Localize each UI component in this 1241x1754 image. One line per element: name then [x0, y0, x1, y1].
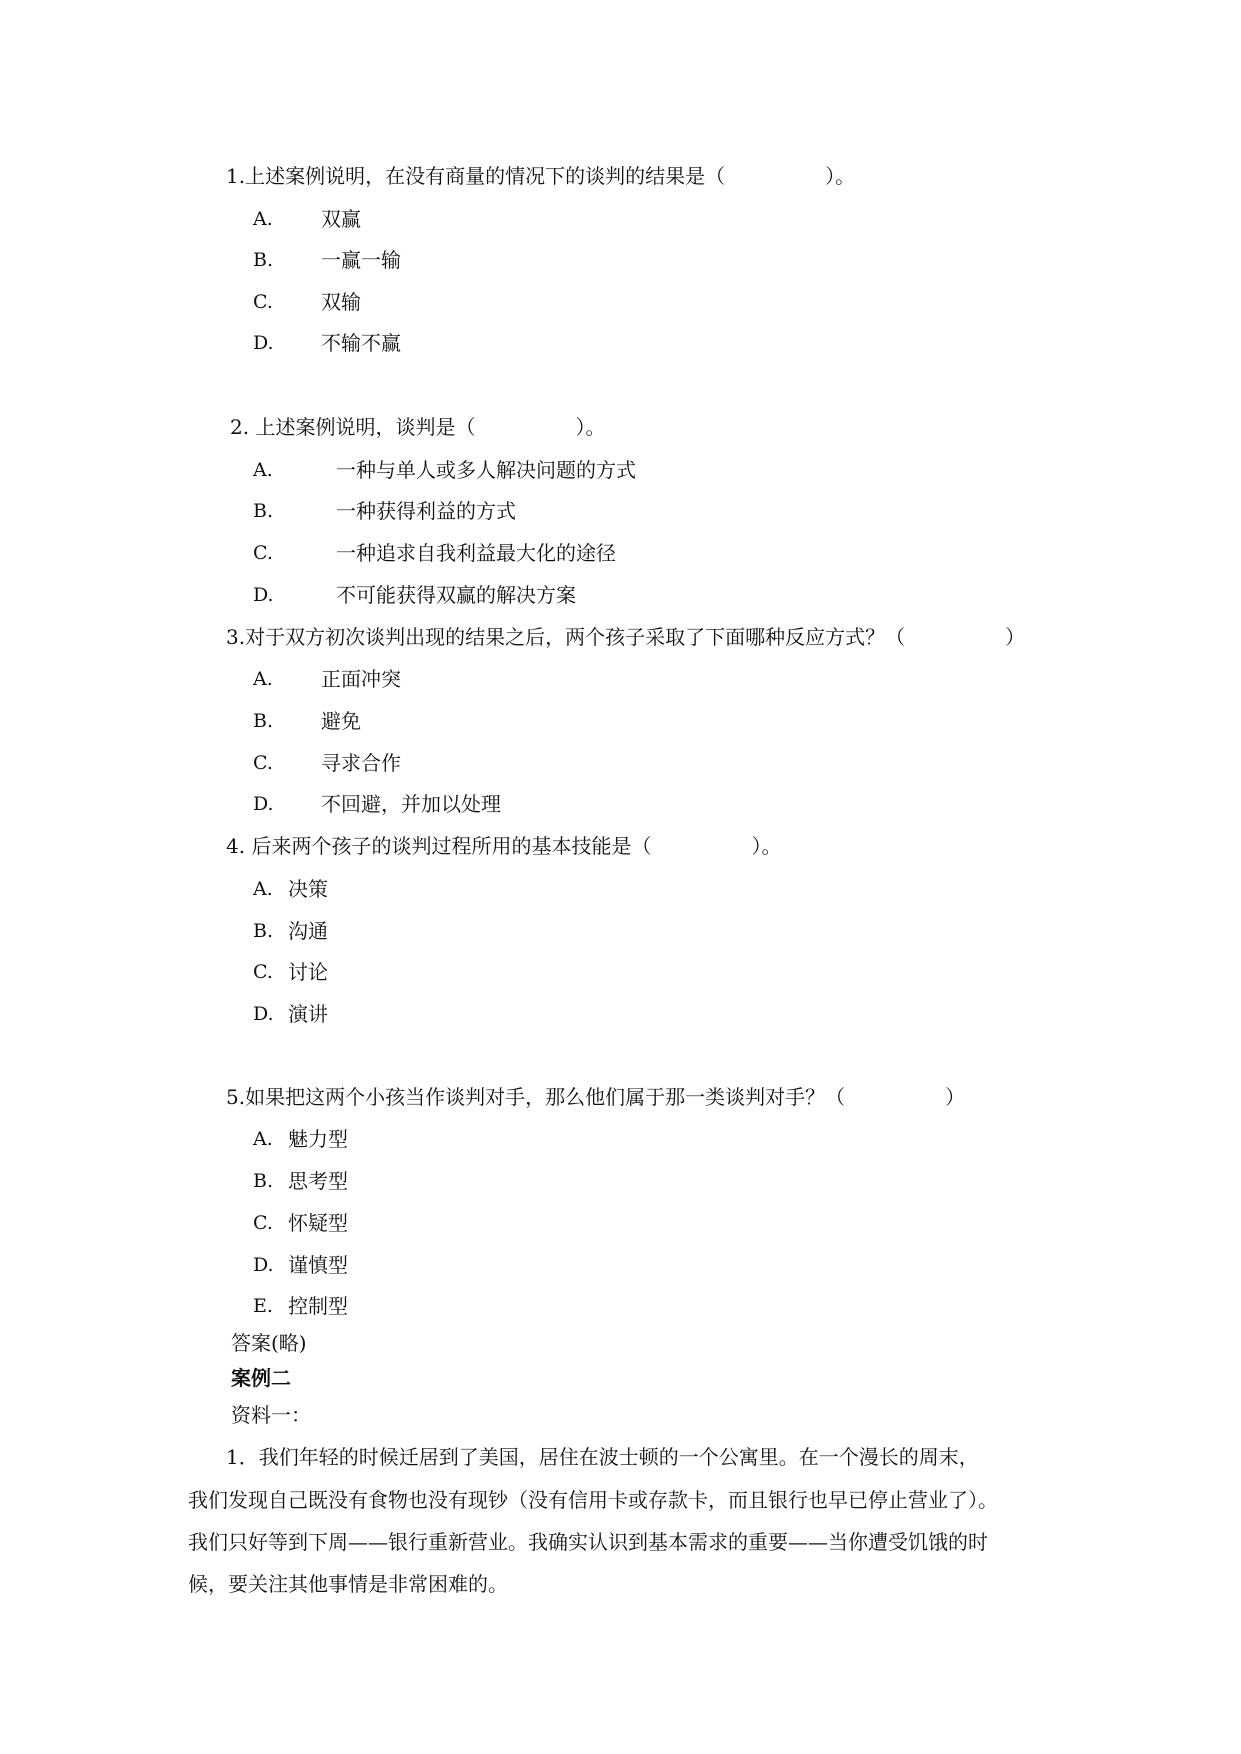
answer-note: 答案(略)	[231, 1331, 307, 1355]
question-2-option-c-text: 一种追求自我利益最大化的途径	[336, 541, 616, 565]
question-1-option-a-letter: A.	[253, 208, 273, 230]
question-1-option-d-text: 不输不赢	[321, 331, 401, 355]
question-3-option-c-text: 寻求合作	[321, 751, 401, 775]
question-5-option-a-text: 魅力型	[288, 1127, 348, 1151]
question-3-option-d-text: 不回避，并加以处理	[321, 792, 501, 816]
question-5-option-c-letter: C.	[253, 1212, 273, 1234]
question-4-stem: 4. 后来两个孩子的谈判过程所用的基本技能是（ ）。	[226, 834, 782, 858]
question-5-option-a-letter: A.	[253, 1128, 273, 1150]
question-1-option-c-letter: C.	[253, 291, 273, 313]
question-5-option-d-text: 谨慎型	[288, 1253, 348, 1277]
question-5-stem: 5.如果把这两个小孩当作谈判对手，那么他们属于那一类谈判对手？（ ）	[226, 1085, 966, 1109]
question-4-option-c-text: 讨论	[288, 960, 328, 984]
question-5-option-e-letter: E.	[253, 1295, 273, 1317]
question-2-option-a-text: 一种与单人或多人解决问题的方式	[336, 458, 636, 482]
question-5-option-b-letter: B.	[253, 1170, 274, 1192]
question-1-option-c-text: 双输	[321, 290, 361, 314]
question-5-option-d-letter: D.	[253, 1254, 274, 1276]
question-2-option-c-letter: C.	[253, 542, 273, 564]
question-4-option-b-text: 沟通	[288, 919, 328, 943]
question-2-option-b-letter: B.	[253, 500, 274, 522]
material-label: 资料一：	[231, 1403, 311, 1427]
question-3-option-a-letter: A.	[253, 668, 273, 690]
paragraph-line-2: 我们发现自己既没有食物也没有现钞（没有信用卡或存款卡，而且银行也早已停止营业了）。	[188, 1488, 998, 1512]
question-1-option-d-letter: D.	[253, 332, 274, 354]
question-2-option-a-letter: A.	[253, 459, 273, 481]
question-1-stem: 1.上述案例说明，在没有商量的情况下的谈判的结果是（ ）。	[226, 164, 856, 188]
question-3-option-b-letter: B.	[253, 710, 274, 732]
question-4-option-d-letter: D.	[253, 1003, 274, 1025]
question-4-option-a-letter: A.	[253, 878, 273, 900]
question-3-option-a-text: 正面冲突	[321, 667, 401, 691]
question-2-option-d-letter: D.	[253, 584, 274, 606]
case-title: 案例二	[231, 1366, 291, 1390]
question-2-stem: 2. 上述案例说明，谈判是（ ）。	[230, 415, 606, 439]
question-3-option-b-text: 避免	[321, 709, 361, 733]
question-5-option-c-text: 怀疑型	[288, 1211, 348, 1235]
paragraph-line-1: 1．我们年轻的时候迁居到了美国，居住在波士顿的一个公寓里。在一个漫长的周末，	[226, 1445, 979, 1469]
question-2-option-b-text: 一种获得利益的方式	[336, 499, 516, 523]
question-4-option-a-text: 决策	[288, 877, 328, 901]
question-3-stem: 3.对于双方初次谈判出现的结果之后，两个孩子采取了下面哪种反应方式？（ ）	[226, 625, 1026, 649]
question-5-option-e-text: 控制型	[288, 1294, 348, 1318]
paragraph-line-4: 候，要关注其他事情是非常困难的。	[188, 1572, 508, 1596]
question-4-option-c-letter: C.	[253, 961, 273, 983]
question-3-option-c-letter: C.	[253, 752, 273, 774]
question-4-option-b-letter: B.	[253, 920, 274, 942]
question-1-option-b-text: 一赢一输	[321, 248, 401, 272]
question-5-option-b-text: 思考型	[288, 1169, 348, 1193]
question-3-option-d-letter: D.	[253, 793, 274, 815]
question-2-option-d-text: 不可能获得双赢的解决方案	[336, 583, 576, 607]
question-4-option-d-text: 演讲	[288, 1002, 328, 1026]
question-1-option-a-text: 双赢	[321, 207, 361, 231]
question-1-option-b-letter: B.	[253, 249, 274, 271]
paragraph-line-3: 我们只好等到下周——银行重新营业。我确实认识到基本需求的重要——当你遭受饥饿的时	[188, 1530, 988, 1554]
